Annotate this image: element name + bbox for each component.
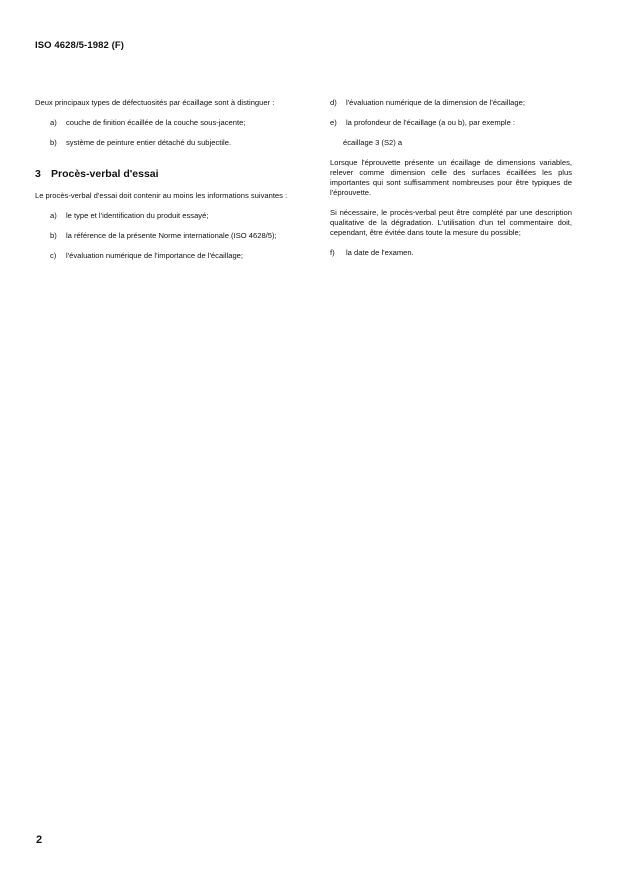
list-item bbox=[35, 138, 293, 148]
list-item bbox=[35, 211, 293, 221]
section-title: Procès-verbal d'essai bbox=[51, 168, 159, 180]
list-item-label: d) bbox=[330, 98, 337, 107]
list-item-label: e) bbox=[330, 118, 337, 127]
list-item bbox=[35, 251, 293, 261]
right-column bbox=[330, 98, 572, 258]
list-item bbox=[35, 231, 293, 241]
section-heading bbox=[35, 168, 293, 181]
list-item-text: la date de l'examen. bbox=[346, 248, 414, 257]
document-header: ISO 4628/5-1982 (F) bbox=[35, 40, 125, 51]
qualitative-description-paragraph: Si nécessaire, le procès-verbal peut être complété par une description qualitative de la dégradation. L'utilisation d'un tel commentaire doit, cependant, être évitée dans toute la mesure du possible; bbox=[330, 208, 572, 237]
list-item-text: le type et l'identification du produit essayé; bbox=[66, 211, 209, 220]
list-item bbox=[330, 98, 572, 108]
list-item-label: a) bbox=[50, 211, 57, 220]
list-item-label: b) bbox=[50, 231, 57, 240]
list-item-text: système de peinture entier détaché du subjectile. bbox=[66, 138, 232, 147]
page-number: 2 bbox=[36, 834, 43, 846]
list-item bbox=[330, 118, 572, 128]
list-item bbox=[35, 118, 293, 128]
intro-paragraph: Deux principaux types de défectuosités par écaillage sont à distinguer : bbox=[35, 98, 275, 107]
list-item-label: b) bbox=[50, 138, 57, 147]
list-item-text: l'évaluation numérique de l'importance de l'écaillage; bbox=[66, 251, 244, 260]
section-number: 3 bbox=[35, 168, 41, 180]
left-column bbox=[35, 98, 293, 261]
list-item bbox=[330, 248, 572, 258]
list-item-label: a) bbox=[50, 118, 57, 127]
list-item-text: l'évaluation numérique de la dimension de l'écaillage; bbox=[346, 98, 525, 107]
list-item-text: couche de finition écaillée de la couche sous-jacente; bbox=[66, 118, 246, 127]
report-intro-paragraph: Le procès-verbal d'essai doit contenir au moins les informations suivantes : bbox=[35, 191, 288, 200]
list-item-text: la profondeur de l'écaillage (a ou b), par exemple : bbox=[346, 118, 516, 127]
variable-dimensions-paragraph: Lorsque l'éprouvette présente un écaillage de dimensions variables, relever comme dimension celle des surfaces écaillées les plus importantes qui sont suffisamment nombreuses pour être typiques de l'éprouvette. bbox=[330, 158, 572, 197]
example-text: écaillage 3 (S2) a bbox=[343, 138, 403, 147]
list-item-label: f) bbox=[330, 248, 335, 257]
list-item-text: la référence de la présente Norme internationale (ISO 4628/5); bbox=[66, 231, 277, 240]
list-item-label: c) bbox=[50, 251, 57, 260]
